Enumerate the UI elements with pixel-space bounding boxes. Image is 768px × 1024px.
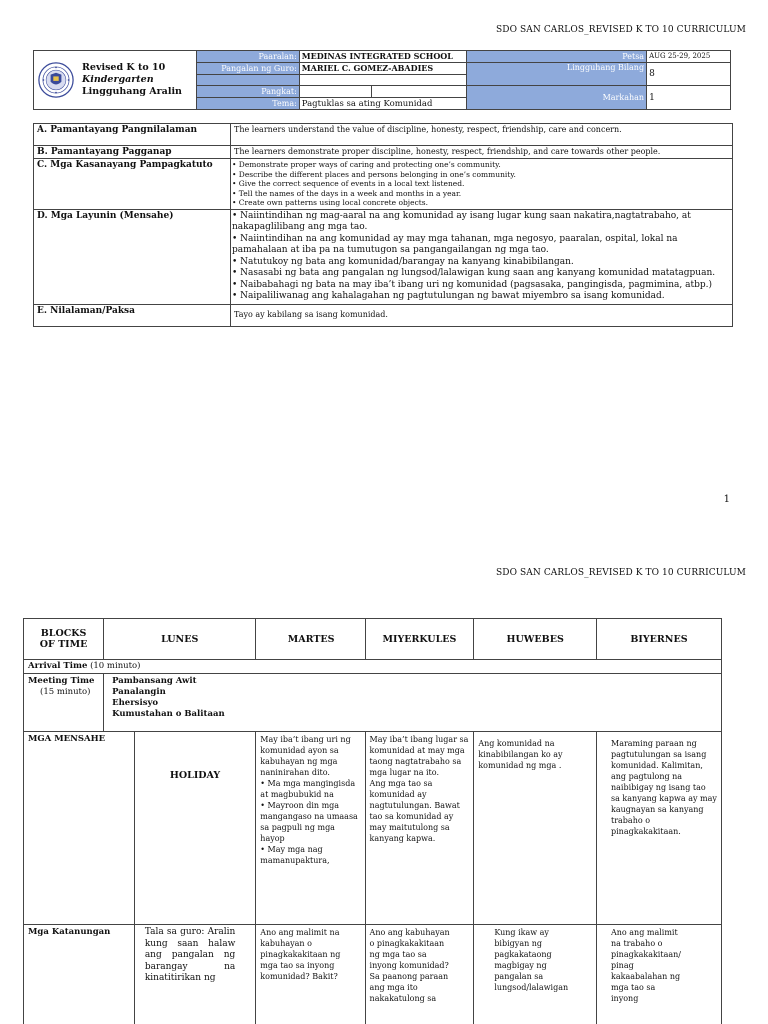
meeting-duration: (15 minuto) [40, 687, 91, 697]
standard-d-label: D. Mga Layunin (Mensahe) [34, 209, 231, 304]
objective-item: • Naiintindihan na ang komunidad ay may mga tahanan, mga negosyo, paaralan, ospital, lokal na pamahalaan at iba pa na tumutugon sa pangangailangan ng mga tao. [232, 233, 678, 255]
petsa-value: AUG 25-29, 2025 [647, 51, 731, 63]
meeting-item: Pambansang Awit [112, 676, 197, 686]
katanungan-huwebes: Kung ikaw ay bibigyan ng pagkakataong magbigay ng pangalan sa lungsod/lalawigan [474, 925, 597, 1024]
title-line-3: Lingguhang Aralin [82, 86, 182, 97]
deped-seal-icon [38, 62, 74, 98]
competency-item: • Give the correct sequence of events in a local text listened. [232, 179, 465, 188]
linggo-label: Lingguhang Bilang [466, 62, 646, 86]
blank-label [196, 74, 299, 86]
standard-row-c [34, 159, 733, 210]
column-header-martes: MARTES [256, 619, 365, 660]
column-header-biyernes: BIYERNES [597, 619, 722, 660]
pangkat-value [299, 86, 371, 98]
pangkat-extra [371, 86, 466, 98]
schedule-header-row [24, 619, 722, 660]
objective-item: • Naiintindihan ng mag-aaral na ang komunidad ay isang lugar kung saan nakatira,nagtatrabaho, at nakapaglilibang ang mga tao. [232, 210, 691, 232]
column-header-blocks: BLOCKS OF TIME [24, 619, 104, 660]
paaralan-value: MEDINAS INTEGRATED SCHOOL [299, 51, 466, 63]
competency-item: • Tell the names of the days in a week and months in a year. [232, 188, 462, 198]
standard-e-label: E. Nilalaman/Paksa [34, 304, 231, 326]
markahan-label: Markahan [466, 86, 646, 110]
standard-a-value: The learners understand the value of discipline, honesty, respect, friendship, care and concern. [231, 124, 733, 146]
standard-e-value: Tayo ay kabilang sa isang komunidad. [231, 304, 733, 326]
standard-c-label: C. Mga Kasanayang Pampagkatuto [34, 159, 231, 210]
mensahe-lunes: HOLIDAY [134, 732, 255, 925]
meeting-label: Meeting Time [28, 676, 95, 686]
guro-label: Pangalan ng Guro: [196, 62, 299, 74]
objective-item: • Nasasabi ng bata ang pangalan ng lungsod/lalawigan kung saan ang kanyang komunidad matatagpuan. [232, 268, 716, 278]
page-header: SDO SAN CARLOS_REVISED K TO 10 CURRICULUM [496, 25, 746, 35]
mensahe-martes: May iba’t ibang uri ng komunidad ayon sa kabuhayan ng mga naninirahan dito. • Ma mga mangingisda at magbubukid na • Mayroon din mga mangangaso na umaasa sa pagpuli ng mga hayop • May mga nag mamanupaktura, [256, 732, 365, 925]
title-line-1: Revised K to 10 [82, 62, 166, 73]
arrival-duration: (10 minuto) [90, 661, 141, 671]
objective-item: • Naipaliliwanag ang kahalagahan ng pagtutulungan ng bawat miyembro sa isang komunidad. [232, 291, 665, 301]
tema-value: Pagtuklas sa ating Komunidad [299, 98, 466, 110]
standards-table [33, 123, 733, 327]
mensahe-label: MGA MENSAHE [24, 732, 135, 925]
standard-b-label: B. Pamantayang Pagganap [34, 146, 231, 159]
katanungan-row [24, 925, 722, 1024]
mensahe-row [24, 732, 722, 925]
meeting-row [24, 674, 722, 732]
standard-b-value: The learners demonstrate proper discipline, honesty, respect, friendship, and care towards other people. [231, 146, 733, 159]
tema-label: Tema: [196, 98, 299, 110]
arrival-label: Arrival Time [28, 661, 88, 671]
meeting-item: Panalangin [112, 687, 166, 697]
katanungan-lunes: Tala sa guro: Aralin kung saan halaw ang pangalan ng barangay na kinatitirikan ng [134, 925, 255, 1024]
objective-item: • Naibabahagi ng bata na may iba’t ibang uri ng komunidad (pagsasaka, pangingisda, pagmimina, atbp.) [232, 279, 712, 290]
katanungan-biyernes: Ano ang malimit na trabaho o pinagkakakitaan/ pinag kakaabalahan ng mga tao sa inyong [597, 925, 722, 1024]
standard-row-b [34, 146, 733, 159]
lesson-info-table [33, 50, 731, 110]
arrival-row [24, 660, 722, 674]
title-cell [34, 51, 197, 110]
competency-item: • Create own patterns using local concrete objects. [232, 198, 429, 207]
page-number: 1 [723, 494, 730, 505]
pangkat-label: Pangkat: [196, 86, 299, 98]
standard-row-d [34, 209, 733, 304]
objective-item: • Natutukoy ng bata ang komunidad/barangay na kanyang kinabibilangan. [232, 256, 574, 267]
title-line-2: Kindergarten [82, 74, 154, 85]
katanungan-martes: Ano ang malimit na kabuhayan o pinagkakakitaan ng mga tao sa inyong komunidad? Bakit? [256, 925, 365, 1024]
weekly-schedule-table [23, 618, 722, 1024]
column-header-lunes: LUNES [104, 619, 256, 660]
markahan-value: 1 [647, 86, 731, 110]
standard-row-e [34, 304, 733, 326]
petsa-label: Petsa [466, 51, 646, 63]
document-title [82, 62, 182, 98]
katanungan-label: Mga Katanungan [24, 925, 135, 1024]
standard-row-a [34, 124, 733, 146]
competency-item: • Describe the different places and persons belonging in one’s community. [232, 169, 516, 179]
meeting-item: Kumustahan o Balitaan [112, 709, 225, 719]
katanungan-miyerkules: Ano ang kabuhayan o pinagkakakitaan ng mga tao sa inyong komunidad? Sa paanong paraan ang mga ito nakakatulong sa [365, 925, 474, 1024]
meeting-item: Ehersisyo [112, 698, 159, 708]
mensahe-huwebes: Ang komunidad na kinabibilangan ko ay komunidad ng mga . [474, 732, 597, 925]
standard-a-label: A. Pamantayang Pangnilalaman [34, 124, 231, 146]
page-header: SDO SAN CARLOS_REVISED K TO 10 CURRICULUM [496, 568, 746, 578]
competency-item: • Demonstrate proper ways of caring and protecting one’s community. [232, 160, 501, 169]
blank-value [299, 74, 466, 86]
guro-value: MARIEL C. GOMEZ-ABADIES [299, 62, 466, 74]
linggo-value: 8 [647, 62, 731, 86]
paaralan-label: Paaralan: [196, 51, 299, 63]
column-header-miyerkules: MIYERKULES [365, 619, 474, 660]
mensahe-miyerkules: May iba’t ibang lugar sa komunidad at may mga taong nagtatrabaho sa mga lugar na ito. Ang mga tao sa komunidad ay nagtutulungan. Bawat tao sa komunidad ay may maitutulong sa kanyang kapwa. [365, 732, 474, 925]
mensahe-biyernes: Maraming paraan ng pagtutulungan sa isang komunidad. Kalimitan, ang pagtulong na naibibigay ng isang tao sa kanyang kapwa ay may kaugnayan sa kanyang trabaho o pinagkakakitaan. [597, 732, 722, 925]
column-header-huwebes: HUWEBES [474, 619, 597, 660]
